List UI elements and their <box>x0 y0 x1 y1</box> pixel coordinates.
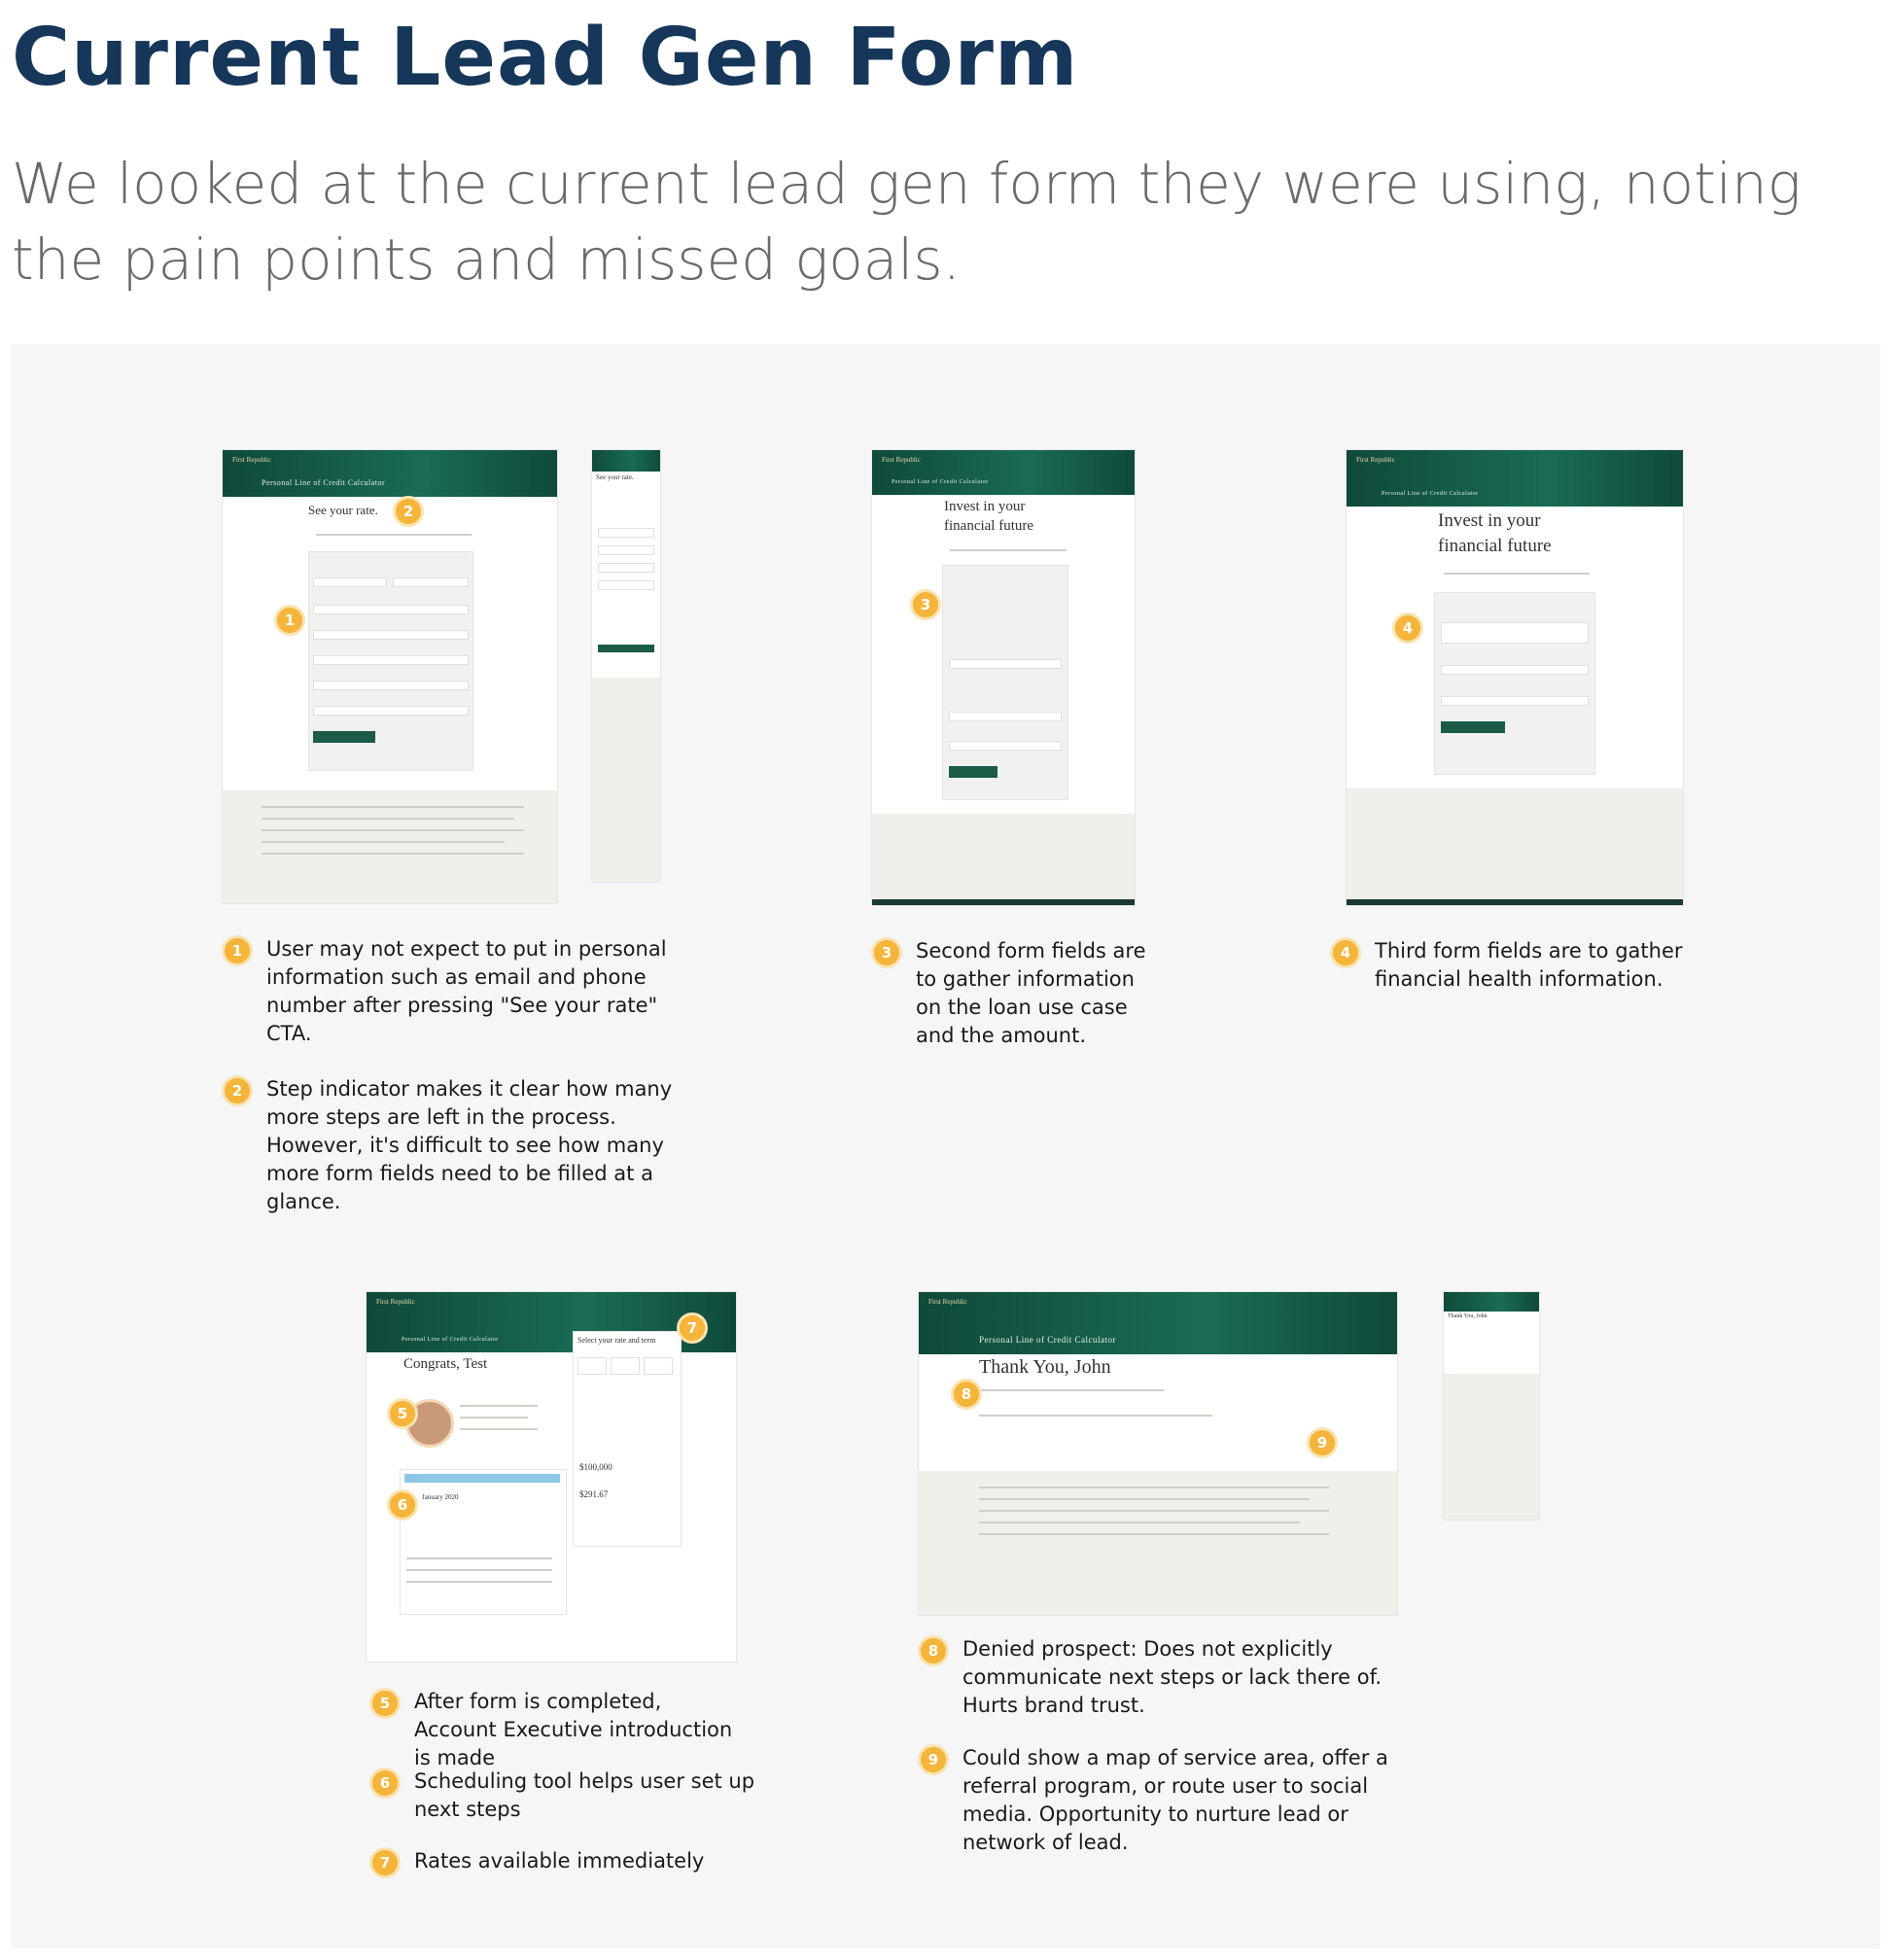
brand-logo: First Republic <box>882 456 921 464</box>
form-field <box>313 630 469 640</box>
screenshot-congrats <box>366 1291 737 1662</box>
form-card <box>1434 592 1595 775</box>
legal-footer <box>919 1471 1397 1615</box>
rate-option[interactable] <box>644 1357 673 1375</box>
screenshot-see-your-rate-mobile <box>591 449 661 883</box>
brand-logo: First Republic <box>376 1298 415 1306</box>
badge-3: 3 <box>910 589 941 620</box>
annotation-text: User may not expect to put in personal information such as email and phone number after pressing "See your rate" CTA. <box>266 937 667 1045</box>
form-field <box>313 605 469 614</box>
submit-button[interactable] <box>313 731 375 743</box>
badge-6: 6 <box>387 1489 418 1521</box>
step-indicator <box>1444 573 1590 575</box>
form-field <box>313 681 469 690</box>
legal-footer <box>1347 788 1683 905</box>
badge-1: 1 <box>274 605 305 636</box>
annotation-text: Rates available immediately <box>414 1849 705 1872</box>
page-title: Current Lead Gen Form <box>12 12 1079 104</box>
legal-footer <box>872 814 1135 905</box>
badge-9: 9 <box>1307 1427 1338 1458</box>
rate-option[interactable] <box>611 1357 640 1375</box>
annotation-text: Second form fields are to gather information on the loan use case and the amount. <box>916 939 1146 1047</box>
calculator-label: Personal Line of Credit Calculator <box>892 479 989 485</box>
calculator-label: Personal Line of Credit Calculator <box>262 478 386 487</box>
screen-heading: Thank You, John <box>979 1356 1111 1378</box>
annotation-text: After form is completed, Account Executive introduction is made <box>414 1690 733 1769</box>
brand-logo: First Republic <box>232 456 271 464</box>
annotation-text: Step indicator makes it clear how many more steps are left in the process. However, it's difficult to see how many more form fields need to be filled at a glance. <box>266 1077 673 1213</box>
submit-button[interactable] <box>598 645 654 652</box>
annotation-text: Third form fields are to gather financial health information. <box>1375 939 1683 991</box>
form-field <box>313 706 469 716</box>
screenshot-see-your-rate <box>222 449 558 904</box>
screen-heading: See your rate. <box>308 503 378 517</box>
form-card <box>308 551 473 771</box>
screen-heading: financial future <box>944 518 1034 534</box>
form-field <box>393 578 469 587</box>
screenshot-thank-you-mobile <box>1443 1291 1540 1521</box>
loan-amount: $100,000 <box>579 1462 612 1472</box>
step-indicator <box>950 549 1067 551</box>
screenshot-loan-use-case <box>871 449 1136 906</box>
calendar-month: January 2020 <box>422 1493 459 1501</box>
form-field <box>313 655 469 665</box>
scheduling-tool[interactable] <box>400 1469 567 1615</box>
screen-heading: Thank You, John <box>1448 1313 1488 1319</box>
screen-heading: Invest in your <box>1438 510 1541 531</box>
calculator-label: Personal Line of Credit Calculator <box>402 1337 499 1343</box>
badge-7: 7 <box>677 1312 708 1344</box>
annotation-text: Could show a map of service area, offer a referral program, or route user to social media. Opportunity to nurture lead or network of lead. <box>962 1746 1388 1854</box>
badge-4: 4 <box>1392 612 1423 644</box>
rates-heading: Select your rate and term <box>578 1336 656 1345</box>
form-field <box>949 741 1062 751</box>
form-field <box>598 545 654 555</box>
calculator-label: Personal Line of Credit Calculator <box>979 1335 1116 1345</box>
form-card <box>942 565 1068 800</box>
screens-panel: First Republic Personal Line of Credit Calculator See your rate. See your rate. First Republic Personal Line of Credit Calculator Invest in your financial future First Republic Personal Line of Credit Calculator Invest in your financial future First Republic Personal Line of Credit Calculator Congrats, Test January 2020 Select your rate and term $100,000 $291.67 First Republic Personal Line of Credit Calculator Thank You, John Thank You, John 1 2 3 4 5 6 7 8 9 1 User may not expect to put in personal information such as email and phone number after pressing "See your rate" CTA. 2 Step indicator makes it clear how many more steps are left in the process. However, it's difficult to see how many more form fields need to be filled at a glance. 3 Second form fields are to gather information on the loan use case and the amount. 4 Third form fields are to gather financial health information. 5 After form is completed, Account Executive introduction is made 6 Scheduling tool helps user set up next steps 7 Rates available immediately 8 Denied prospect: Does not explicitly communicate next steps or lack there of. Hurts brand trust. 9 Could show a map of service area, offer a referral program, or route user to social media. Opportunity to nurture lead or network of lead. <box>12 344 1880 1948</box>
form-field <box>1441 696 1589 706</box>
annotation-text: Scheduling tool helps user set up next steps <box>414 1769 755 1821</box>
monthly-payment: $291.67 <box>579 1489 609 1499</box>
screen-heading: financial future <box>1438 536 1552 556</box>
brand-logo: First Republic <box>928 1298 967 1306</box>
calculator-label: Personal Line of Credit Calculator <box>1382 491 1479 497</box>
next-button[interactable] <box>949 766 998 778</box>
form-field <box>1441 665 1589 675</box>
legal-footer <box>223 790 557 903</box>
step-indicator <box>316 534 472 536</box>
badge-2: 2 <box>393 496 424 527</box>
badge-8: 8 <box>951 1379 982 1410</box>
rate-option[interactable] <box>578 1357 607 1375</box>
schedule-steps <box>404 1474 560 1483</box>
form-field <box>949 659 1062 669</box>
annotation-text: Denied prospect: Does not explicitly communicate next steps or lack there of. Hurts brand trust. <box>962 1637 1382 1717</box>
screenshot-financial-health <box>1346 449 1684 906</box>
legal-footer <box>1444 1374 1539 1520</box>
form-field <box>949 712 1062 721</box>
screen-heading: See your rate. <box>596 473 634 481</box>
form-field <box>598 580 654 590</box>
rate-card[interactable] <box>573 1331 682 1547</box>
brand-logo: First Republic <box>1356 456 1395 464</box>
badge-5: 5 <box>387 1398 418 1429</box>
screen-heading: Invest in your <box>944 499 1026 514</box>
legal-footer <box>592 678 660 882</box>
page-subtitle: We looked at the current lead gen form they were using, noting the pain points and missed goals. <box>12 151 1802 293</box>
form-field <box>598 563 654 573</box>
form-field <box>598 528 654 538</box>
screen-heading: Congrats, Test <box>403 1356 488 1372</box>
form-field <box>313 578 387 587</box>
see-your-results-button[interactable] <box>1441 721 1505 733</box>
form-field <box>1441 622 1589 644</box>
